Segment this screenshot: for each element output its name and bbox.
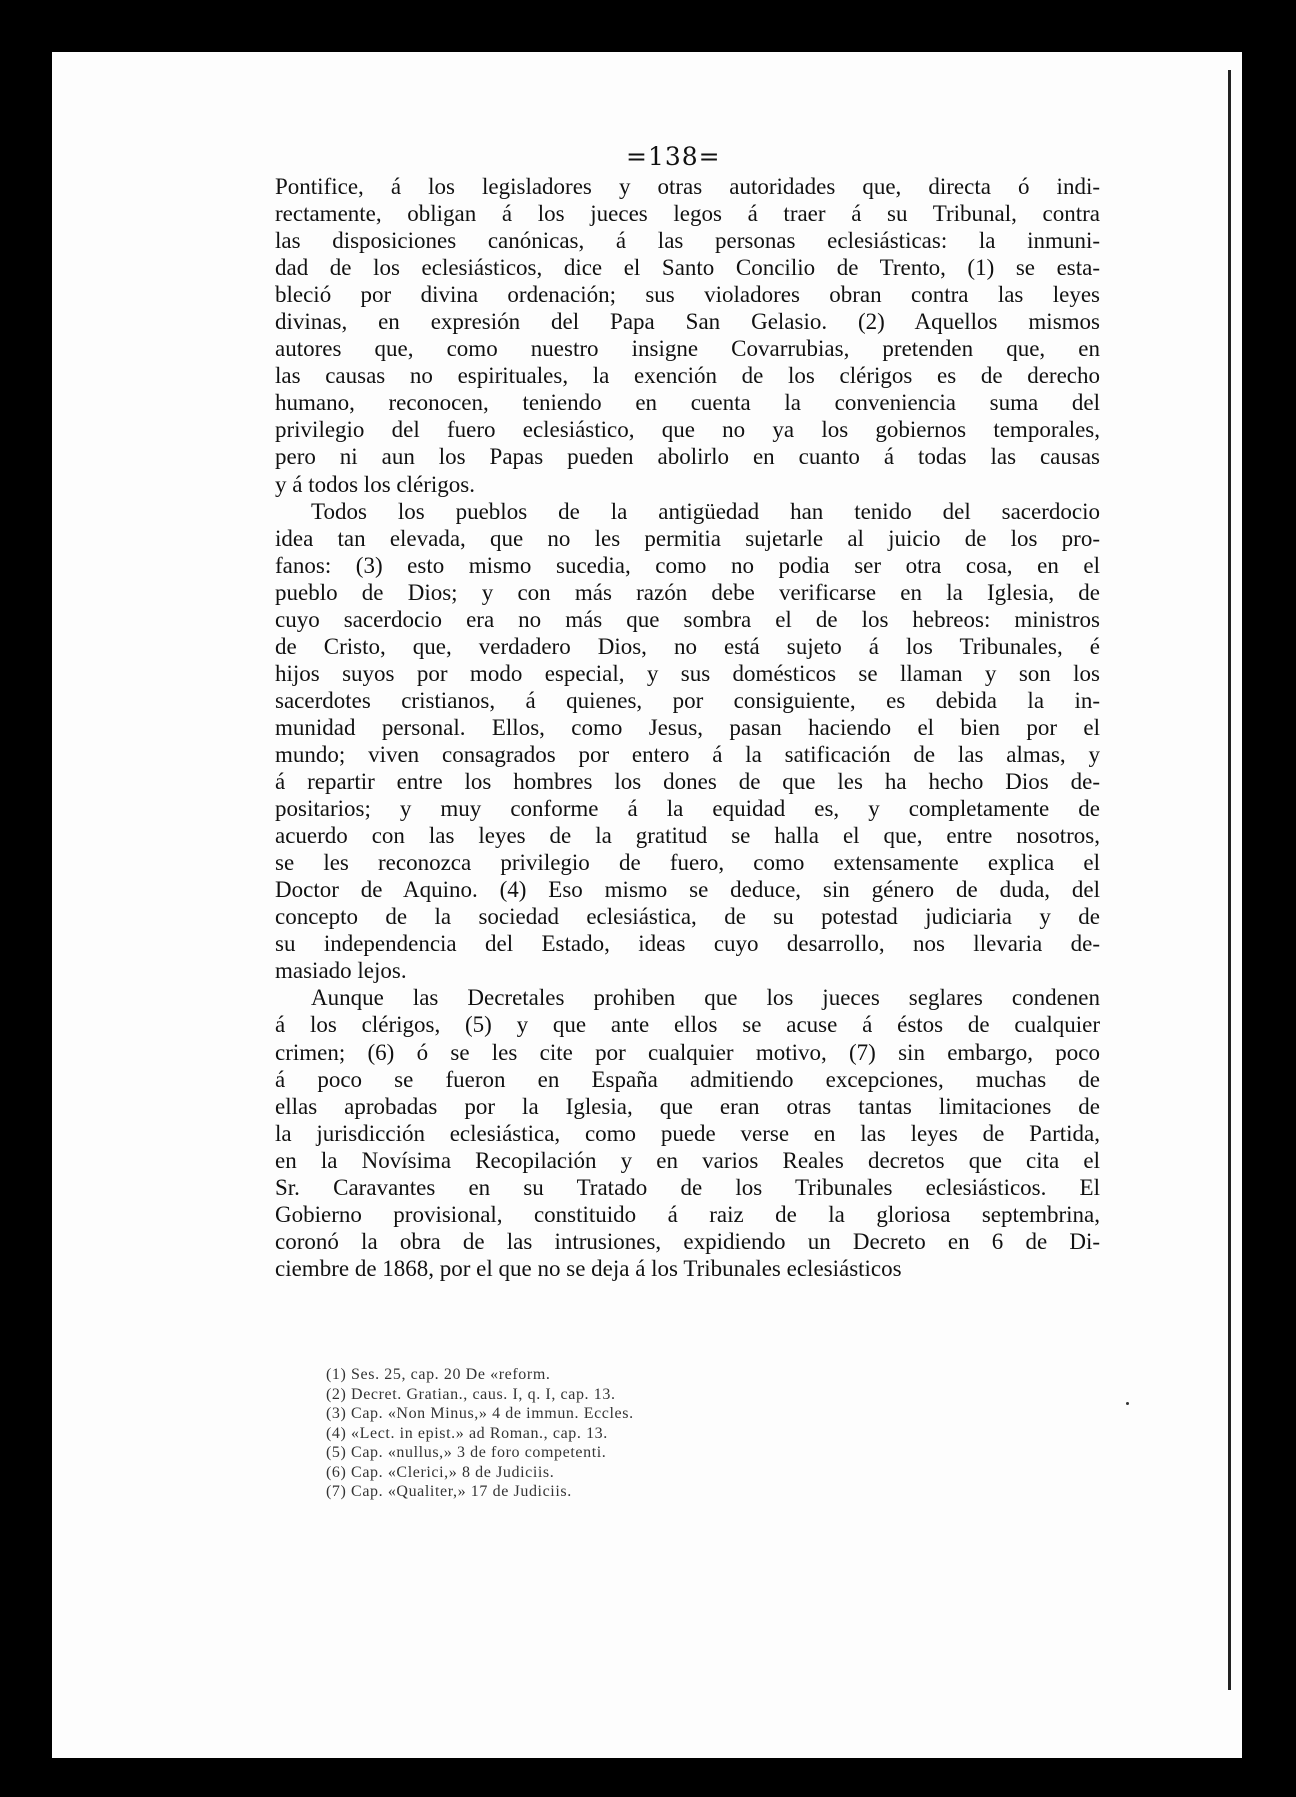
text-line: crimen; (6) ó se les cite por cualquier motivo, (7) sin embargo, poco: [275, 1039, 1100, 1065]
text-line: cuyo sacerdocio era no más que sombra el de los hebreos: ministros: [275, 606, 1100, 632]
page-number: =138=: [626, 142, 721, 171]
text-line: concepto de la sociedad eclesiástica, de su potestad judiciaria y de: [275, 904, 1100, 930]
text-line: la jurisdicción eclesiástica, como puede verse en las leyes de Partida,: [275, 1120, 1100, 1146]
text-line: pero ni aun los Papas pueden abolirlo en cuanto á todas las causas: [275, 444, 1100, 470]
text-line: privilegio del fuero eclesiástico, que no ya los gobiernos temporales,: [275, 417, 1100, 443]
text-line: idea tan elevada, que no les permitia sujetarle al juicio de los pro-: [275, 525, 1100, 551]
text-line: sacerdotes cristianos, á quienes, por consiguiente, es debida la in-: [275, 687, 1100, 713]
footnote: (1) Ses. 25, cap. 20 De «reform.: [326, 1366, 551, 1383]
text-line: en la Novísima Recopilación y en varios Reales decretos que cita el: [275, 1147, 1100, 1173]
footnotes: [326, 1365, 634, 1502]
text-line: positarios; y muy conforme á la equidad es, y completamente de: [275, 796, 1100, 822]
page-edge-shadow: [1228, 70, 1231, 1690]
text-line: á poco se fueron en España admitiendo excepciones, muchas de: [275, 1066, 1100, 1092]
text-line: dad de los eclesiásticos, dice el Santo Concilio de Trento, (1) se esta-: [275, 255, 1100, 281]
footnote: (3) Cap. «Non Minus,» 4 de immun. Eccles.: [326, 1405, 634, 1422]
speck-mark: [1126, 1402, 1129, 1405]
footnote: (7) Cap. «Qualiter,» 17 de Judiciis.: [326, 1483, 572, 1500]
text-line: á los clérigos, (5) y que ante ellos se acuse á éstos de cualquier: [275, 1012, 1100, 1038]
body-text: [275, 173, 1100, 1282]
text-line: de Cristo, que, verdadero Dios, no está sujeto á los Tribunales, é: [275, 633, 1100, 659]
text-line: masiado lejos.: [275, 958, 407, 984]
text-line: su independencia del Estado, ideas cuyo desarrollo, nos llevaria de-: [275, 931, 1100, 957]
text-line: Sr. Caravantes en su Tratado de los Tribunales eclesiásticos. El: [275, 1174, 1100, 1200]
footnote: (4) «Lect. in epist.» ad Roman., cap. 13.: [326, 1424, 608, 1442]
text-line: á repartir entre los hombres los dones de que les ha hecho Dios de-: [275, 769, 1100, 795]
footnote: (5) Cap. «nullus,» 3 de foro competenti.: [326, 1444, 607, 1461]
footnote: (6) Cap. «Clerici,» 8 de Judiciis.: [326, 1463, 555, 1481]
text-line: las causas no espirituales, la exención de los clérigos es de derecho: [275, 363, 1100, 389]
text-line: humano, reconocen, teniendo en cuenta la conveniencia suma del: [275, 390, 1100, 416]
text-line: fanos: (3) esto mismo sucedia, como no podia ser otra cosa, en el: [275, 552, 1100, 578]
text-line: mundo; viven consagrados por entero á la satificación de las almas, y: [275, 741, 1100, 767]
text-line: Aunque las Decretales prohiben que los jueces seglares condenen: [311, 985, 1100, 1011]
text-line: hijos suyos por modo especial, y sus domésticos se llaman y son los: [275, 660, 1100, 686]
text-line: las disposiciones canónicas, á las personas eclesiásticas: la inmuni-: [275, 228, 1100, 254]
text-line: Doctor de Aquino. (4) Eso mismo se deduce, sin género de duda, del: [275, 877, 1100, 903]
text-line: se les reconozca privilegio de fuero, como extensamente explica el: [275, 850, 1100, 876]
text-line: Gobierno provisional, constituido á raiz de la gloriosa septembrina,: [275, 1201, 1100, 1227]
paragraph: [275, 498, 1100, 985]
text-line: autores que, como nuestro insigne Covarrubias, pretenden que, en: [275, 336, 1100, 362]
text-line: Todos los pueblos de la antigüedad han tenido del sacerdocio: [311, 498, 1100, 524]
text-line: rectamente, obligan á los jueces legos á traer á su Tribunal, contra: [275, 201, 1100, 227]
paragraph: [275, 984, 1100, 1282]
text-line: munidad personal. Ellos, como Jesus, pasan haciendo el bien por el: [275, 714, 1100, 740]
text-line: y á todos los clérigos.: [275, 471, 475, 497]
text-line: ellas aprobadas por la Iglesia, que eran otras tantas limitaciones de: [275, 1093, 1100, 1119]
text-line: acuerdo con las leyes de la gratitud se halla el que, entre nosotros,: [275, 823, 1100, 849]
footnote: (2) Decret. Gratian., caus. I, q. I, cap. 13.: [326, 1385, 616, 1403]
text-line: coronó la obra de las intrusiones, expidiendo un Decreto en 6 de Di-: [275, 1228, 1100, 1254]
text-line: bleció por divina ordenación; sus violadores obran contra las leyes: [275, 282, 1100, 308]
text-line: ciembre de 1868, por el que no se deja á los Tribunales eclesiásticos: [275, 1255, 902, 1281]
text-line: divinas, en expresión del Papa San Gelasio. (2) Aquellos mismos: [275, 309, 1100, 335]
text-line: Pontifice, á los legisladores y otras autoridades que, directa ó indi-: [275, 174, 1100, 199]
text-line: pueblo de Dios; y con más razón debe verificarse en la Iglesia, de: [275, 579, 1100, 605]
paragraph: [275, 173, 1100, 498]
